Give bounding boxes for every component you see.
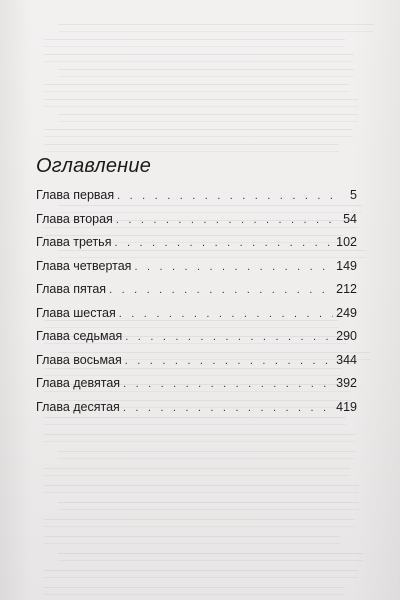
toc-entry-page: 249 bbox=[336, 305, 357, 320]
toc-entry-page: 54 bbox=[343, 211, 357, 226]
bleed-line bbox=[58, 24, 373, 32]
toc-entry-page: 212 bbox=[336, 282, 357, 296]
toc-entry-label: Глава четвертая bbox=[36, 258, 132, 273]
toc-entry-page: 290 bbox=[336, 329, 357, 343]
toc-entry bbox=[36, 400, 357, 424]
toc-leader-dots bbox=[125, 355, 333, 367]
bleed-line bbox=[44, 84, 349, 92]
toc-entry-page: 5 bbox=[350, 188, 357, 202]
toc-entry-label: Глава седьмая bbox=[36, 329, 123, 343]
bleed-line bbox=[44, 587, 344, 595]
toc-leader-dots bbox=[123, 378, 333, 390]
toc-leader-dots bbox=[117, 190, 340, 202]
toc-list bbox=[36, 188, 357, 423]
toc-entry-page: 344 bbox=[336, 352, 357, 367]
toc-leader-dots bbox=[123, 402, 333, 414]
bleed-line bbox=[44, 570, 358, 578]
toc-entry-page: 149 bbox=[336, 258, 357, 273]
toc-entry bbox=[36, 188, 357, 212]
bleed-line bbox=[44, 468, 350, 476]
toc-entry bbox=[36, 259, 357, 283]
toc-entry-label: Глава пятая bbox=[36, 282, 107, 296]
toc-entry bbox=[36, 329, 357, 353]
bleed-line bbox=[44, 485, 359, 493]
toc-entry-label: Глава девятая bbox=[36, 376, 121, 390]
bleed-line bbox=[58, 69, 354, 77]
toc-leader-dots bbox=[125, 331, 333, 343]
toc-entry-label: Глава третья bbox=[36, 235, 112, 249]
bleed-line bbox=[58, 553, 363, 561]
toc-entry-label: Глава десятая bbox=[36, 399, 120, 414]
toc-entry-page: 392 bbox=[336, 376, 357, 390]
bleed-line bbox=[58, 502, 359, 510]
bleed-line bbox=[44, 434, 355, 442]
toc-leader-dots bbox=[114, 237, 333, 249]
bleed-line bbox=[44, 519, 354, 527]
bleed-line bbox=[44, 129, 353, 137]
bleed-line bbox=[58, 451, 355, 459]
toc-entry-page: 102 bbox=[336, 235, 357, 249]
toc-entry bbox=[36, 376, 357, 400]
toc-leader-dots bbox=[116, 214, 340, 226]
bleed-line bbox=[44, 54, 354, 62]
toc-leader-dots bbox=[119, 308, 333, 320]
toc-leader-dots bbox=[134, 261, 333, 273]
toc-entry-label: Глава восьмая bbox=[36, 352, 122, 367]
toc-entry-label: Глава вторая bbox=[36, 211, 113, 226]
bleed-line bbox=[44, 536, 340, 544]
bleed-line bbox=[44, 144, 339, 152]
toc-entry-page: 419 bbox=[336, 399, 357, 414]
toc-entry-label: Глава шестая bbox=[36, 305, 116, 320]
bleed-line bbox=[58, 114, 358, 122]
toc-entry bbox=[36, 235, 357, 259]
toc-leader-dots bbox=[109, 284, 333, 296]
toc-entry bbox=[36, 282, 357, 306]
bleed-line bbox=[44, 99, 358, 107]
toc-entry bbox=[36, 212, 357, 236]
toc-entry bbox=[36, 353, 357, 377]
toc-entry-label: Глава первая bbox=[36, 188, 115, 202]
toc-entry bbox=[36, 306, 357, 330]
bleed-line bbox=[44, 39, 345, 47]
toc-title: Оглавление bbox=[36, 155, 152, 177]
